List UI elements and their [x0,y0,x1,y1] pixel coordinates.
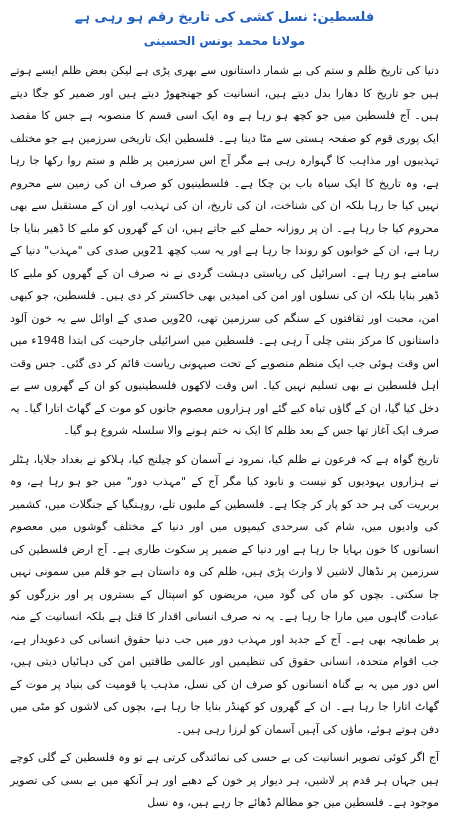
article-author: مولانا محمد یونس الحسینی [143,34,306,48]
article-paragraph-3: آج اگر کوئی تصویر انسانیت کی بے حسی کی نمائندگی کرتی ہے تو وہ فلسطین کے گلی کوچے ہیں جہاں ہر قدم پر لاشیں، ہر دیوار پر خون کے دھبے اور ہر آنکھ میں بے بسی کی تصویر موجود ہے۔ فلسطین میں جو مظالم ڈھائے جا رہے ہیں، وہ نسل [10,751,439,809]
article-title: فلسطین: نسل کشی کی تاریخ رقم ہو رہی ہے [74,10,375,25]
article-paragraph-2: تاریخ گواہ ہے کہ فرعون نے ظلم کیا، نمرود نے آسمان کو چیلنج کیا، ہلاکو نے بغداد جلایا، ہٹلر نے ہزاروں یہودیوں کو نیست و نابود کیا مگر آج کے "مہذب دور" میں جو ہو رہا ہے، وہ بربریت کی ہر حد کو پار کر چکا ہے۔ فلسطین کے ملبوں تلے، روہنگیا کے جنگلات میں، کشمیر کی وادیوں میں، شام کی سرحدی کیمپوں میں اور دنیا کے مختلف گوشوں میں معصوم انسانوں کا خون بہایا جا رہا ہے اور دنیا کے ضمیر پر سکوت طاری ہے۔ آج ارض فلسطین کی سرزمین پر نڈھال لاشیں لا وارث پڑی ہیں، ظلم کی وہ داستان ہے جو قلم میں سمونی نہیں جا سکتی۔ بچوں کو ماں کی گود میں، مریضوں کو اسپتال کے بستروں پر اور بزرگوں کو عبادت گاہوں میں مارا جا رہا ہے۔ یہ نہ صرف انسانی اقدار کا قتل ہے بلکہ انسانیت کے منہ پر طمانچہ بھی ہے۔ آج کے جدید اور مہذب دور میں جب دنیا حقوق انسانی کی دعویدار ہے، جب اقوام متحدہ، انسانی حقوق کی تنظیمیں اور عالمی طاقتیں امن کی دہائیاں دیتی ہیں، اس دور میں یہ بے گناہ انسانوں کو صرف ان کی نسل، مذہب یا قومیت کی بنیاد پر موت کے گھاٹ اتارا جا رہا ہے۔ ان کے گھروں کو کھنڈر بنایا جا رہا ہے، بچوں کی لاشوں کو مٹی میں دفن ہوتے ہوئے، ماؤں کی آہیں آسمان کو لرزا رہی ہیں۔ [10,452,439,736]
article-paragraph-1: دنیا کی تاریخ ظلم و ستم کی بے شمار داستانوں سے بھری پڑی ہے لیکن بعض ظلم ایسے ہوتے ہیں جو تاریخ کا دھارا بدل دیتے ہیں، انسانیت کو جھنجھوڑ دیتے ہیں اور ضمیر کو جگا دیتے ہیں۔ آج فلسطین میں جو کچھ ہو رہا ہے وہ ایک اسی قسم کا منصوبہ ہے جس کا مقصد ایک پوری قوم کو صفحہ ہستی سے مٹا دینا ہے۔ فلسطین ایک تاریخی سرزمین ہے جو مختلف تہذیبوں اور مذاہب کا گہوارہ رہی ہے مگر آج اس سرزمین پر ظلم و ستم روا رکھا جا رہا ہے، وہ تاریخ کا ایک سیاہ باب بن چکا ہے۔ فلسطینیوں کو صرف ان کی زمین سے محروم نہیں کیا جا رہا بلکہ ان کی شناخت، ان کی تاریخ، ان کی تہذیب اور ان کے مستقبل سے بھی محروم کیا جا رہا ہے۔ ان پر روزانہ حملے کیے جاتے ہیں، ان کے گھروں کو ملبے کا ڈھیر بنایا جا رہا ہے، ان کے خوابوں کو روندا جا رہا ہے اور یہ سب کچھ 21ویں صدی کی "مہذب" دنیا کے سامنے ہو رہا ہے۔ اسرائیل کی ریاستی دہشت گردی نے نہ صرف ان کے گھروں کو ملبے کا ڈھیر بنایا بلکہ ان کی نسلوں اور امن کی امیدیں بھی خاکستر کر دی ہیں۔ فلسطین، جو کبھی امن، محبت اور ثقافتوں کے سنگم کی سرزمین تھی، 20ویں صدی کے اوائل سے یہ خون آلود داستانوں کا مرکز بنتی چلی آ رہی ہے۔ فلسطین میں اسرائیلی جارحیت کی ابتدا 1948ء میں اس وقت ہوئی جب ایک منظم منصوبے کے تحت صیہونی ریاست قائم کر دی گئی۔ جس وقت اہل فلسطین نے بھی تسلیم نہیں کیا۔ اس وقت لاکھوں فلسطینیوں کو ان کے گھروں سے بے دخل کیا گیا، ان کے گاؤں تباہ کیے گئے اور ہزاروں معصوم جانوں کو موت کے گھاٹ اتارا گیا۔ یہ صرف ایک آغاز تھا جس کے بعد ظلم کا ایک نہ ختم ہونے والا سلسلہ شروع ہو گیا۔ [10,64,439,437]
